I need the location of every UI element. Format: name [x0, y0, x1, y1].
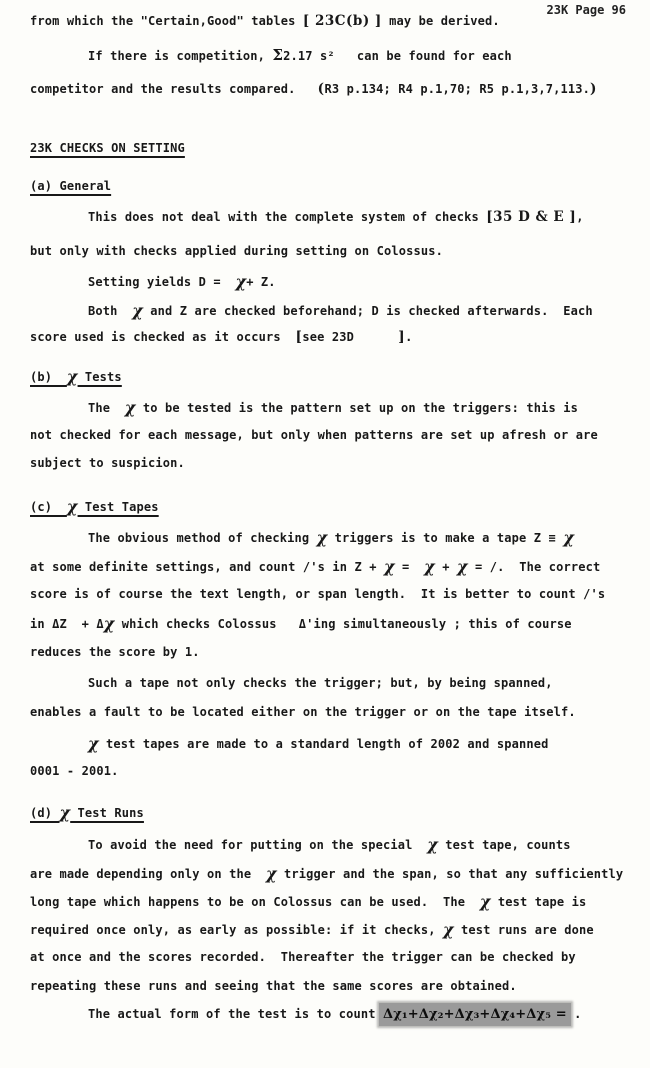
- text-line: [30, 705, 576, 720]
- text-line: [30, 764, 119, 779]
- heading-text: (b): [30, 370, 67, 384]
- text-line: [30, 615, 572, 632]
- text-run: ,: [576, 210, 584, 224]
- chi-symbol: χ: [66, 367, 78, 386]
- heading-text: 23K CHECKS ON SETTING: [30, 141, 185, 155]
- text-run: R3 p.134; R4 p.1,70; R5 p.1,3,7,113.: [324, 82, 591, 96]
- text-run: at some definite settings, and count /'s in Z +: [30, 560, 384, 574]
- text-line: [88, 302, 593, 319]
- text-run: at once and the scores recorded. Thereafter the trigger can be checked by: [30, 950, 576, 964]
- text-line: [30, 893, 586, 910]
- chi-symbol: χ: [427, 835, 438, 854]
- text-line: [30, 14, 500, 29]
- handwritten-bracket: [: [295, 329, 303, 345]
- heading-text: (c): [30, 500, 67, 514]
- text-run: +: [434, 560, 457, 574]
- text-line: [30, 244, 443, 259]
- text-run: Both: [88, 304, 133, 318]
- chi-symbol: χ: [235, 272, 247, 291]
- text-run: not checked for each message, but only when patterns are set up afresh or are: [30, 428, 598, 442]
- heading-text: Test Tapes: [77, 500, 159, 514]
- text-run: The actual form of the test is to count: [88, 1007, 383, 1021]
- heading-text: Test Runs: [70, 806, 144, 820]
- text-line: [30, 950, 576, 965]
- section-heading-23k: [30, 141, 185, 156]
- text-run: long tape which happens to be on Colossus can be used. The: [30, 895, 480, 909]
- text-run: from which the "Certain,Good" tables: [30, 14, 303, 28]
- chi-symbol: χ: [124, 398, 136, 417]
- handwritten-reference: [35 D & E ]: [486, 209, 577, 225]
- chi-symbol: χ: [383, 557, 395, 576]
- text-line: [30, 428, 598, 443]
- text-run: which checks Colossus Δ'ing simultaneously ; this of course: [114, 617, 572, 631]
- text-line: [88, 210, 584, 225]
- text-run: in ΔZ + Δ: [30, 617, 104, 631]
- heading-text: (d): [30, 806, 60, 820]
- text-run: = /. The correct: [467, 560, 601, 574]
- handwritten-bracket: ): [590, 81, 597, 97]
- chi-symbol: χ: [316, 528, 328, 547]
- text-run: may be derived.: [381, 14, 500, 28]
- text-run: If there is competition,: [88, 49, 273, 63]
- chi-symbol: χ: [442, 920, 454, 939]
- text-run: To avoid the need for putting on the special: [88, 838, 428, 852]
- text-run: =: [394, 560, 425, 574]
- text-run: trigger and the span, so that any sufficiently: [276, 867, 624, 881]
- text-run: test tapes are made to a standard length of 2002 and spanned: [98, 737, 549, 751]
- chi-symbol: χ: [88, 734, 99, 753]
- text-run: score used is checked as it occurs: [30, 330, 296, 344]
- text-run: competitor and the results compared.: [30, 82, 318, 96]
- text-run: Such a tape not only checks the trigger; but, by being spanned,: [88, 676, 553, 690]
- highlighted-formula: Δχ₁+Δχ₂+Δχ₃+Δχ₄+Δχ₅ =: [382, 1007, 567, 1022]
- text-run: test tape is: [490, 895, 587, 909]
- text-line: [30, 921, 594, 938]
- chi-symbol: χ: [132, 301, 143, 320]
- text-run: score is of course the text length, or span length. It is better to count /'s: [30, 587, 606, 601]
- sigma-symbol: Σ: [272, 46, 284, 64]
- text-run: test runs are done: [453, 923, 594, 937]
- text-line: [30, 979, 517, 994]
- chi-symbol: χ: [563, 528, 574, 547]
- text-line: [30, 456, 185, 471]
- text-line: [30, 82, 597, 97]
- handwritten-reference: [ 23C(b) ]: [302, 13, 382, 29]
- text-run: see 23D: [302, 330, 399, 344]
- heading-text: (a) General: [30, 179, 112, 193]
- text-line: [88, 1007, 582, 1022]
- text-run: and Z are checked beforehand; D is checked afterwards. Each: [142, 304, 593, 318]
- text-line: [88, 836, 571, 853]
- text-line: [88, 676, 553, 691]
- text-run: The: [88, 401, 125, 415]
- text-line: [88, 273, 276, 290]
- chi-symbol: χ: [266, 864, 277, 883]
- chi-symbol: χ: [456, 557, 468, 576]
- text-line: [30, 558, 600, 575]
- handwritten-bracket: ]: [398, 329, 406, 345]
- text-line: [88, 529, 574, 546]
- text-run: .: [566, 1007, 582, 1021]
- text-run: triggers is to make a tape Z ≡: [327, 531, 564, 545]
- text-run: repeating these runs and seeing that the same scores are obtained.: [30, 979, 517, 993]
- text-run: enables a fault to be located either on the trigger or on the tape itself.: [30, 705, 576, 719]
- text-run: Setting yields D =: [88, 275, 236, 289]
- text-run: to be tested is the pattern set up on the triggers: this is: [135, 401, 579, 415]
- chi-symbol: χ: [424, 557, 435, 576]
- chi-symbol: χ: [59, 803, 71, 822]
- text-run: 0001 - 2001.: [30, 764, 119, 778]
- text-line: [88, 399, 578, 416]
- text-run: This does not deal with the complete system of checks: [88, 210, 487, 224]
- text-line: [30, 645, 200, 660]
- section-heading-a-general: [30, 179, 111, 194]
- text-run: + Z.: [246, 275, 276, 289]
- text-run: test tape, counts: [437, 838, 571, 852]
- text-line: [30, 587, 605, 602]
- text-run: subject to suspicion.: [30, 456, 185, 470]
- text-run: required once only, as early as possible: if it checks,: [30, 923, 443, 937]
- text-line: [30, 865, 623, 882]
- text-run: The obvious method of checking: [88, 531, 317, 545]
- chi-symbol: χ: [103, 614, 115, 633]
- text-run: are made depending only on the: [30, 867, 266, 881]
- page-number: 23K Page 96: [546, 3, 626, 17]
- chi-symbol: χ: [66, 497, 78, 516]
- heading-text: Tests: [77, 370, 122, 384]
- text-run: but only with checks applied during setting on Colossus.: [30, 244, 443, 258]
- text-run: reduces the score by 1.: [30, 645, 200, 659]
- text-run: 2.17 s² can be found for each: [283, 49, 512, 63]
- handwritten-bracket: (: [317, 81, 325, 97]
- text-line: [88, 735, 549, 752]
- section-heading-d-chi-test-runs: [30, 804, 144, 821]
- section-heading-b-chi-tests: [30, 368, 122, 385]
- text-line: [88, 48, 512, 64]
- chi-symbol: χ: [479, 892, 491, 911]
- text-run: .: [405, 330, 413, 344]
- section-heading-c-chi-test-tapes: [30, 498, 159, 515]
- text-line: [30, 330, 413, 345]
